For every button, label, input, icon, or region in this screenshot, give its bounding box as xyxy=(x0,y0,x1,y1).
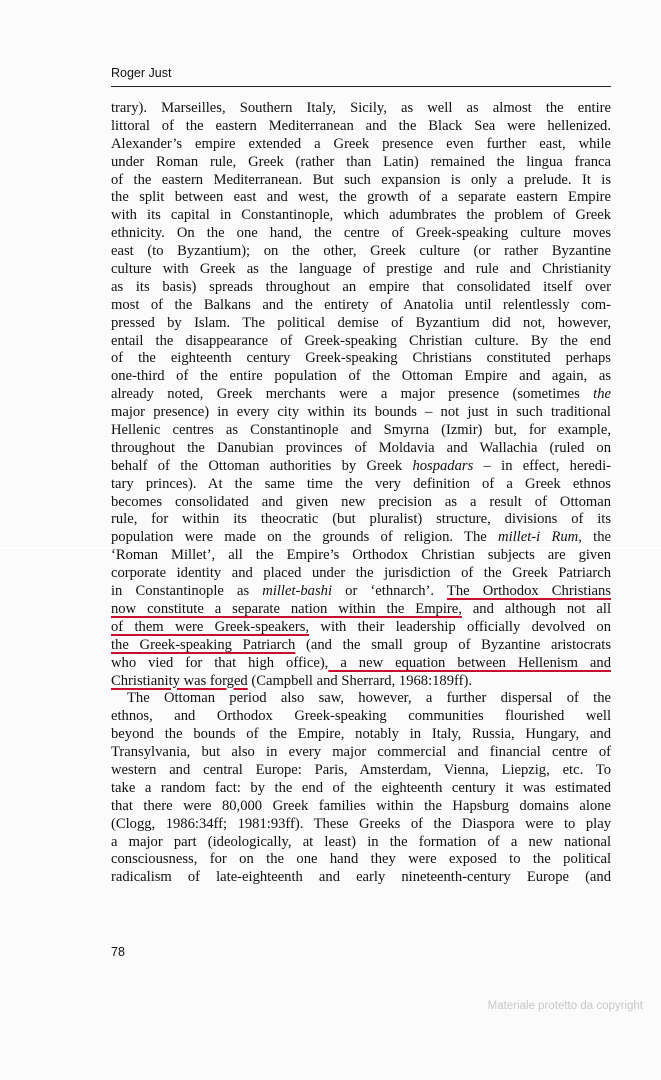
text-segment: population were made on the grounds of religion. The xyxy=(111,529,487,546)
text-line xyxy=(111,583,611,601)
text-line xyxy=(111,386,611,404)
text-line: littoral of the eastern Mediterranean and the Black Sea were hellenized. xyxy=(111,117,611,134)
text-line: as its basis) spreads throughout an empire that consolidated itself over xyxy=(111,278,611,295)
text-line: Alexander’s empire extended a Greek presence even further east, while xyxy=(111,135,611,152)
page-number: 78 xyxy=(111,945,125,959)
text-line: one-third of the entire population of the Ottoman Empire and again, as xyxy=(111,368,611,385)
text-line xyxy=(111,529,611,547)
text-line xyxy=(111,601,611,619)
text-line xyxy=(111,458,611,476)
text-line: (Clogg, 1986:34ff; 1981:93ff). These Greeks of the Diaspora were to play xyxy=(111,815,611,832)
text-line: that there were 80,000 Greek families within the Hapsburg domains alone xyxy=(111,797,611,814)
text-line: tary princes). At the same time the very definition of a Greek ethnos xyxy=(111,475,611,492)
text-line: trary). Marseilles, Southern Italy, Sicily, as well as almost the entire xyxy=(111,100,611,116)
text-line: entail the disappearance of Greek-speaking Christian culture. By the end xyxy=(111,332,611,349)
italic-term-millet-i-rum: millet-i Rum xyxy=(498,529,579,546)
text-line: corporate identity and placed under the jurisdiction of the Greek Patriarch xyxy=(111,565,611,582)
paragraph-first-line: The Ottoman period also saw, however, a further dispersal of the xyxy=(127,690,611,707)
text-segment: in Constantinople as xyxy=(111,583,250,600)
text-line: under Roman rule, Greek (rather than Latin) remained the lingua franca xyxy=(111,153,611,170)
underlined-passage: now constitute a separate nation within the Empire, xyxy=(111,600,462,617)
running-head-author: Roger Just xyxy=(111,66,172,80)
text-segment: with their leadership officially devolved on xyxy=(309,618,611,635)
text-line: east (to Byzantium); on the other, Greek culture (or rather Byzantine xyxy=(111,243,611,260)
text-line: ‘Roman Millet’, all the Empire’s Orthodox Christian subjects are given xyxy=(111,547,611,564)
text-line: beyond the bounds of the Empire, notably in Italy, Russia, Hungary, and xyxy=(111,726,611,743)
text-segment: behalf of the Ottoman authorities by Greek xyxy=(111,457,403,474)
text-line: a major part (ideologically, at least) in the formation of a new national xyxy=(111,833,611,850)
text-line: most of the Balkans and the entirety of Anatolia until relentlessly com- xyxy=(111,296,611,313)
text-line: Hellenic centres as Constantinople and Smyrna (Izmir) but, for example, xyxy=(111,422,611,439)
underlined-passage: The Orthodox Christians xyxy=(446,583,611,600)
citation: (Campbell and Sherrard, 1968:189ff). xyxy=(247,672,472,689)
text-line: consciousness, for on the one hand they were exposed to the political xyxy=(111,851,611,868)
text-line: take a random fact: by the end of the eighteenth century it was estimated xyxy=(111,779,611,796)
text-line: with its capital in Constantinople, which adumbrates the problem of Greek xyxy=(111,207,611,224)
text-line: culture with Greek as the language of prestige and rule and Christianity xyxy=(111,261,611,278)
text-line: the split between east and west, the growth of a separate eastern Empire xyxy=(111,189,611,206)
text-line: of the eastern Mediterranean. But such expansion is only a prelude. It is xyxy=(111,171,611,188)
text-line: throughout the Danubian provinces of Moldavia and Wallachia (ruled on xyxy=(111,439,611,456)
text-line xyxy=(111,673,611,691)
underlined-passage: the Greek-speaking Patriarch xyxy=(111,636,296,653)
text-segment: , the xyxy=(578,529,611,546)
text-line: Transylvania, but also in every major commercial and financial centre of xyxy=(111,744,611,761)
text-line: becomes consolidated and given new precision as a result of Ottoman xyxy=(111,493,611,510)
body-text xyxy=(111,100,611,887)
text-line: ethnicity. On the one hand, the centre of Greek-speaking culture moves xyxy=(111,225,611,242)
copyright-watermark: Materiale protetto da copyright xyxy=(487,1000,643,1012)
text-line xyxy=(111,619,611,637)
italic-term-hospadars: hospadars xyxy=(412,457,474,474)
text-line: rule, for within its theocratic (but pluralist) structure, divisions of its xyxy=(111,511,611,528)
text-line: major presence) in every city within its bounds – not just in such traditional xyxy=(111,404,611,421)
text-segment: or ‘ethnarch’. xyxy=(332,583,447,600)
header-rule xyxy=(111,86,611,87)
text-line: radicalism of late-eighteenth and early nineteenth-century Europe (and xyxy=(111,869,611,886)
text-segment: – in effect, heredi- xyxy=(473,457,612,474)
text-line: western and central Europe: Paris, Amsterdam, Vienna, Liepzig, etc. To xyxy=(111,761,611,778)
text-line: of the eighteenth century Greek-speaking Christians constituted perhaps xyxy=(111,350,611,367)
text-segment: (and the small group of Byzantine aristocrats xyxy=(295,636,611,653)
underlined-passage: of them were Greek-speakers, xyxy=(111,618,310,635)
underlined-passage: Christianity was forged xyxy=(111,672,248,689)
italic-term-the: the xyxy=(593,386,611,403)
italic-term-millet-bashi: millet-bashi xyxy=(262,583,333,600)
text-segment: who vied for that high office), xyxy=(111,654,329,671)
text-line xyxy=(111,637,611,655)
underlined-passage: a new equation between Hellenism and xyxy=(328,654,612,671)
text-line: pressed by Islam. The political demise of Byzantium did not, however, xyxy=(111,314,611,331)
text-line xyxy=(111,655,611,673)
text-segment: already noted, Greek merchants were a major presence (sometimes xyxy=(111,386,580,403)
text-segment: and although not all xyxy=(461,600,611,617)
text-line: ethnos, and Orthodox Greek-speaking communities flourished well xyxy=(111,708,611,725)
